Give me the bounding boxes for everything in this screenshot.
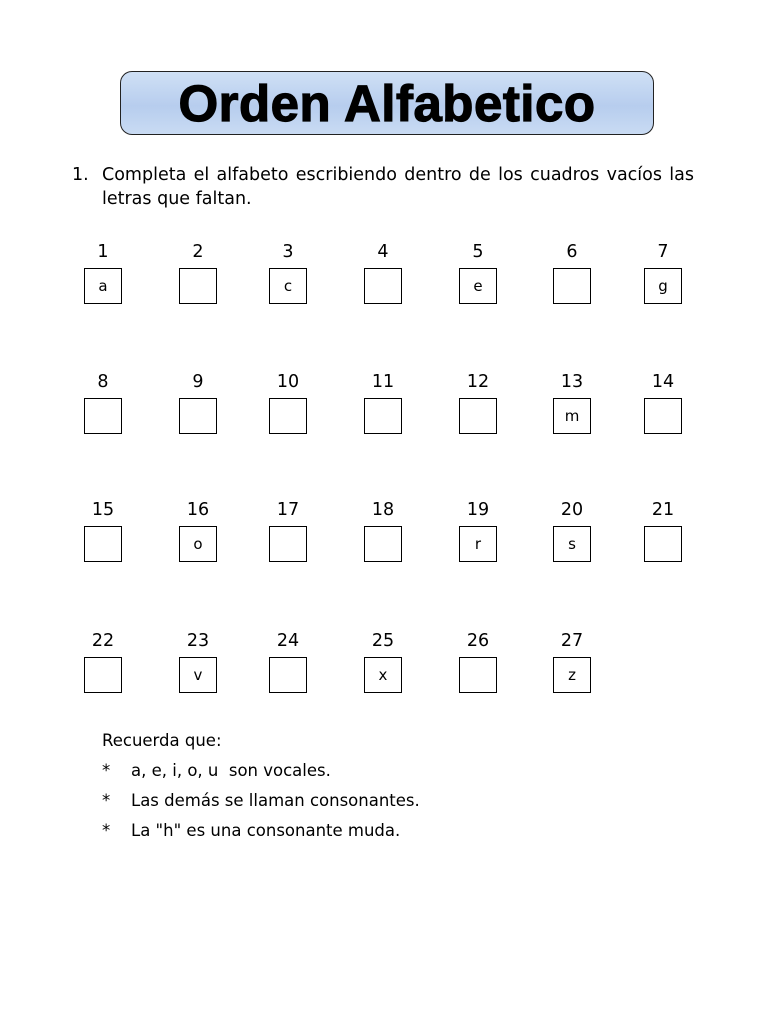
cell-number: 9 — [192, 372, 204, 392]
cell-number: 15 — [91, 500, 115, 520]
cell-number: 26 — [466, 631, 490, 651]
cell-number: 13 — [560, 372, 584, 392]
empty-letter-box[interactable] — [179, 398, 217, 434]
letter-box: c — [269, 268, 307, 304]
cell-number: 21 — [651, 500, 675, 520]
bullet-symbol: * — [102, 761, 111, 780]
letter-box: r — [459, 526, 497, 562]
letter-box: g — [644, 268, 682, 304]
empty-letter-box[interactable] — [179, 268, 217, 304]
letter-box: s — [553, 526, 591, 562]
cell-number: 22 — [91, 631, 115, 651]
empty-letter-box[interactable] — [459, 398, 497, 434]
cell-number: 2 — [192, 242, 204, 262]
letter-box: x — [364, 657, 402, 693]
cell-number: 1 — [97, 242, 109, 262]
cell-number: 25 — [371, 631, 395, 651]
reminder-item — [102, 761, 331, 791]
cell-number: 19 — [466, 500, 490, 520]
cell-number: 17 — [276, 500, 300, 520]
cell-number: 20 — [560, 500, 584, 520]
empty-letter-box[interactable] — [644, 398, 682, 434]
cell-number: 14 — [651, 372, 675, 392]
empty-letter-box[interactable] — [269, 398, 307, 434]
empty-letter-box[interactable] — [84, 657, 122, 693]
empty-letter-box[interactable] — [84, 398, 122, 434]
instruction-number: 1. — [72, 165, 89, 185]
cell-number: 16 — [186, 500, 210, 520]
letter-box: o — [179, 526, 217, 562]
reminder-item-text: La "h" es una consonante muda. — [131, 821, 401, 840]
empty-letter-box[interactable] — [364, 526, 402, 562]
page-title: Orden Alfabetico — [178, 74, 596, 132]
empty-letter-box[interactable] — [269, 657, 307, 693]
cell-number: 8 — [97, 372, 109, 392]
cell-number: 10 — [276, 372, 300, 392]
reminder-item-text: a, e, i, o, u son vocales. — [131, 761, 331, 780]
empty-letter-box[interactable] — [644, 526, 682, 562]
reminder-item — [102, 791, 420, 821]
cell-number: 5 — [472, 242, 484, 262]
reminder-notes — [102, 731, 420, 851]
cell-number: 27 — [560, 631, 584, 651]
bullet-symbol: * — [102, 791, 111, 810]
reminder-heading: Recuerda que: — [102, 731, 222, 750]
empty-letter-box[interactable] — [459, 657, 497, 693]
reminder-item-text: Las demás se llaman consonantes. — [131, 791, 420, 810]
letter-box: v — [179, 657, 217, 693]
instruction-text: Completa el alfabeto escribiendo dentro de los cuadros vacíos las letras que faltan. — [102, 165, 694, 209]
empty-letter-box[interactable] — [553, 268, 591, 304]
letter-box: m — [553, 398, 591, 434]
empty-letter-box[interactable] — [269, 526, 307, 562]
reminder-item — [102, 821, 401, 851]
cell-number: 18 — [371, 500, 395, 520]
empty-letter-box[interactable] — [364, 398, 402, 434]
cell-number: 12 — [466, 372, 490, 392]
cell-number: 11 — [371, 372, 395, 392]
letter-box: z — [553, 657, 591, 693]
cell-number: 24 — [276, 631, 300, 651]
cell-number: 6 — [566, 242, 578, 262]
cell-number: 7 — [657, 242, 669, 262]
letter-box: e — [459, 268, 497, 304]
letter-box: a — [84, 268, 122, 304]
empty-letter-box[interactable] — [364, 268, 402, 304]
bullet-symbol: * — [102, 821, 111, 840]
cell-number: 4 — [377, 242, 389, 262]
cell-number: 3 — [282, 242, 294, 262]
cell-number: 23 — [186, 631, 210, 651]
empty-letter-box[interactable] — [84, 526, 122, 562]
